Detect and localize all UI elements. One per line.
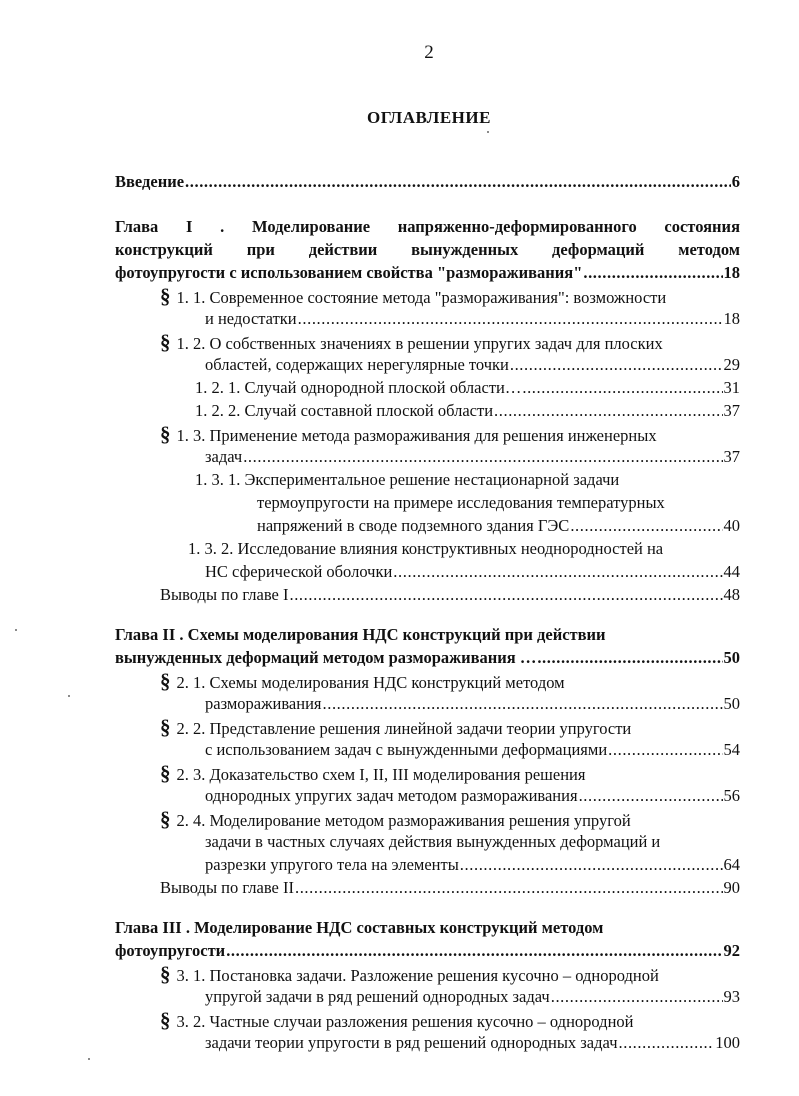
chapter-1-title-line-2: конструкций при действии вынужденных деформаций методом [115,240,740,259]
toc-entry-2-1-line-1: § 2. 1. Схемы моделирования НДС конструкций методом [160,669,565,693]
dot-leader [551,986,723,1008]
scan-speck [15,629,17,631]
toc-entry-1-2-line-1: § 1. 2. О собственных значениях в решении упругих задач для плоских [160,330,663,354]
entry-title: и недостатки [205,309,297,328]
section-sign-icon: § [160,962,171,986]
dot-leader [393,561,722,583]
entry-title: вынужденных деформаций методом размораживания … [115,648,537,667]
entry-title: задач [205,447,243,466]
toc-entry-3-1-line-1: § 3. 1. Постановка задачи. Разложение решения кусочно – однородной [160,962,659,986]
chapter-1-title-line-1: Глава I . Моделирование напряженно-деформированного состояния [115,217,740,236]
toc-entry-2-4-line-1: § 2. 4. Моделирование методом размораживания решения упругой [160,807,631,831]
entry-page: 6 [731,172,740,191]
entry-page: 48 [723,585,740,604]
entry-page: 44 [723,562,740,581]
toc-entry-2-4[interactable] [205,854,740,876]
toc-entry-1-3-2-line-1: 1. 3. 2. Исследование влияния конструктивных неоднородностей на [188,539,664,558]
chapter-3-title-line-1: Глава III . Моделирование НДС составных конструкций методом [115,918,604,937]
toc-entry-2-2-line-1: § 2. 2. Представление решения линейной задачи теории упругости [160,715,632,739]
toc-entry-1-1-line-1: § 1. 1. Современное состояние метода "размораживания": возможности [160,284,667,308]
entry-page: 40 [723,516,740,535]
dot-leader [289,584,722,606]
dot-leader [522,377,722,399]
section-sign-icon: § [160,669,171,693]
toc-entry-conclusions-2[interactable] [160,877,740,899]
entry-page: 54 [723,740,740,759]
dot-leader [295,877,723,899]
entry-title: областей, содержащих нерегулярные точки [205,355,509,374]
entry-page: 56 [723,786,740,805]
toc-entry-conclusions-1[interactable] [160,584,740,606]
toc-title: ОГЛАВЛЕНИЕ [367,108,491,127]
toc-entry-3-2-line-1: § 3. 2. Частные случаи разложения решения кусочно – однородной [160,1008,634,1032]
dot-leader [494,400,722,422]
dot-leader [537,647,722,669]
entry-title: с использованием задач с вынужденными деформациями [205,740,608,759]
entry-title: 1. 2. 2. Случай составной плоской области [195,401,494,420]
entry-page: 29 [723,355,740,374]
toc-entry-1-2-1[interactable] [195,377,740,399]
toc-entry-2-3[interactable] [205,785,740,807]
section-sign-icon: § [160,284,171,308]
scan-speck [487,131,489,133]
dot-leader [323,693,723,715]
entry-title: Введение [115,172,185,191]
section-sign-icon: § [160,761,171,785]
toc-entry-1-3-line-1: § 1. 3. Применение метода размораживания для решения инженерных [160,422,657,446]
dot-leader [583,262,722,284]
dot-leader [608,739,722,761]
toc-entry-1-3-1-line-1: 1. 3. 1. Экспериментальное решение нестационарной задачи [195,470,620,489]
entry-page: 100 [715,1033,740,1052]
dot-leader [570,515,722,537]
entry-title: напряжений в своде подземного здания ГЭС [257,516,570,535]
toc-entry-2-2[interactable] [205,739,740,761]
entry-title: фотоупругости с использованием свойства "размораживания" [115,263,583,282]
dot-leader [460,854,723,876]
entry-page: 93 [723,987,740,1006]
section-sign-icon: § [160,1008,171,1032]
entry-page: 18 [723,309,740,328]
toc-entry-chapter-1[interactable] [115,262,740,284]
scan-speck [68,695,70,697]
toc-entry-2-1[interactable] [205,693,740,715]
entry-title: НС сферической оболочки [205,562,393,581]
entry-page: 18 [723,263,740,282]
entry-title: задачи теории упругости в ряд решений однородных задач [205,1033,618,1052]
toc-entry-chapter-3[interactable] [115,940,740,962]
toc-entry-chapter-2[interactable] [115,647,740,669]
section-sign-icon: § [160,330,171,354]
entry-title: разрезки упругого тела на элементы [205,855,459,874]
entry-title: фотоупругости [115,941,226,960]
dot-leader [185,171,731,193]
toc-entry-1-3-1-line-2: термоупругости на примере исследования температурных [257,493,665,512]
section-sign-icon: § [160,807,171,831]
dot-leader [243,446,722,468]
entry-title: 1. 2. 1. Случай однородной плоской области… [195,378,522,397]
section-sign-icon: § [160,715,171,739]
page-number: 2 [424,42,434,63]
toc-entry-2-3-line-1: § 2. 3. Доказательство схем I, II, III моделирования решения [160,761,586,785]
dot-leader [579,785,723,807]
entry-title: упругой задачи в ряд решений однородных задач [205,987,550,1006]
entry-page: 50 [723,694,740,713]
toc-entry-1-1[interactable] [205,308,740,330]
toc-entry-3-2[interactable] [205,1032,740,1054]
toc-entry-1-2-2[interactable] [195,400,740,422]
dot-leader [226,940,722,962]
entry-page: 92 [723,941,740,960]
section-sign-icon: § [160,422,171,446]
toc-entry-1-3-2[interactable] [205,561,740,583]
entry-title: Выводы по главе I [160,585,289,604]
entry-page: 64 [723,855,740,874]
toc-entry-intro[interactable] [115,171,740,193]
toc-entry-3-1[interactable] [205,986,740,1008]
entry-page: 50 [723,648,740,667]
dot-leader [298,308,723,330]
entry-title: однородных упругих задач методом размораживания [205,786,578,805]
entry-page: 37 [723,447,740,466]
entry-page: 37 [723,401,740,420]
scan-speck [88,1058,90,1060]
chapter-2-title-line-1: Глава II . Схемы моделирования НДС конструкций при действии [115,625,606,644]
toc-entry-1-3[interactable] [205,446,740,468]
toc-entry-2-4-line-2: задачи в частных случаях действия вынужденных деформаций и [205,832,661,851]
entry-page: 90 [723,878,740,897]
dot-leader [510,354,723,376]
dot-leader [619,1032,715,1054]
entry-page: 31 [723,378,740,397]
toc-entry-1-2[interactable] [205,354,740,376]
entry-title: размораживания [205,694,322,713]
entry-title: Выводы по главе II [160,878,294,897]
toc-entry-1-3-1[interactable] [257,515,740,537]
